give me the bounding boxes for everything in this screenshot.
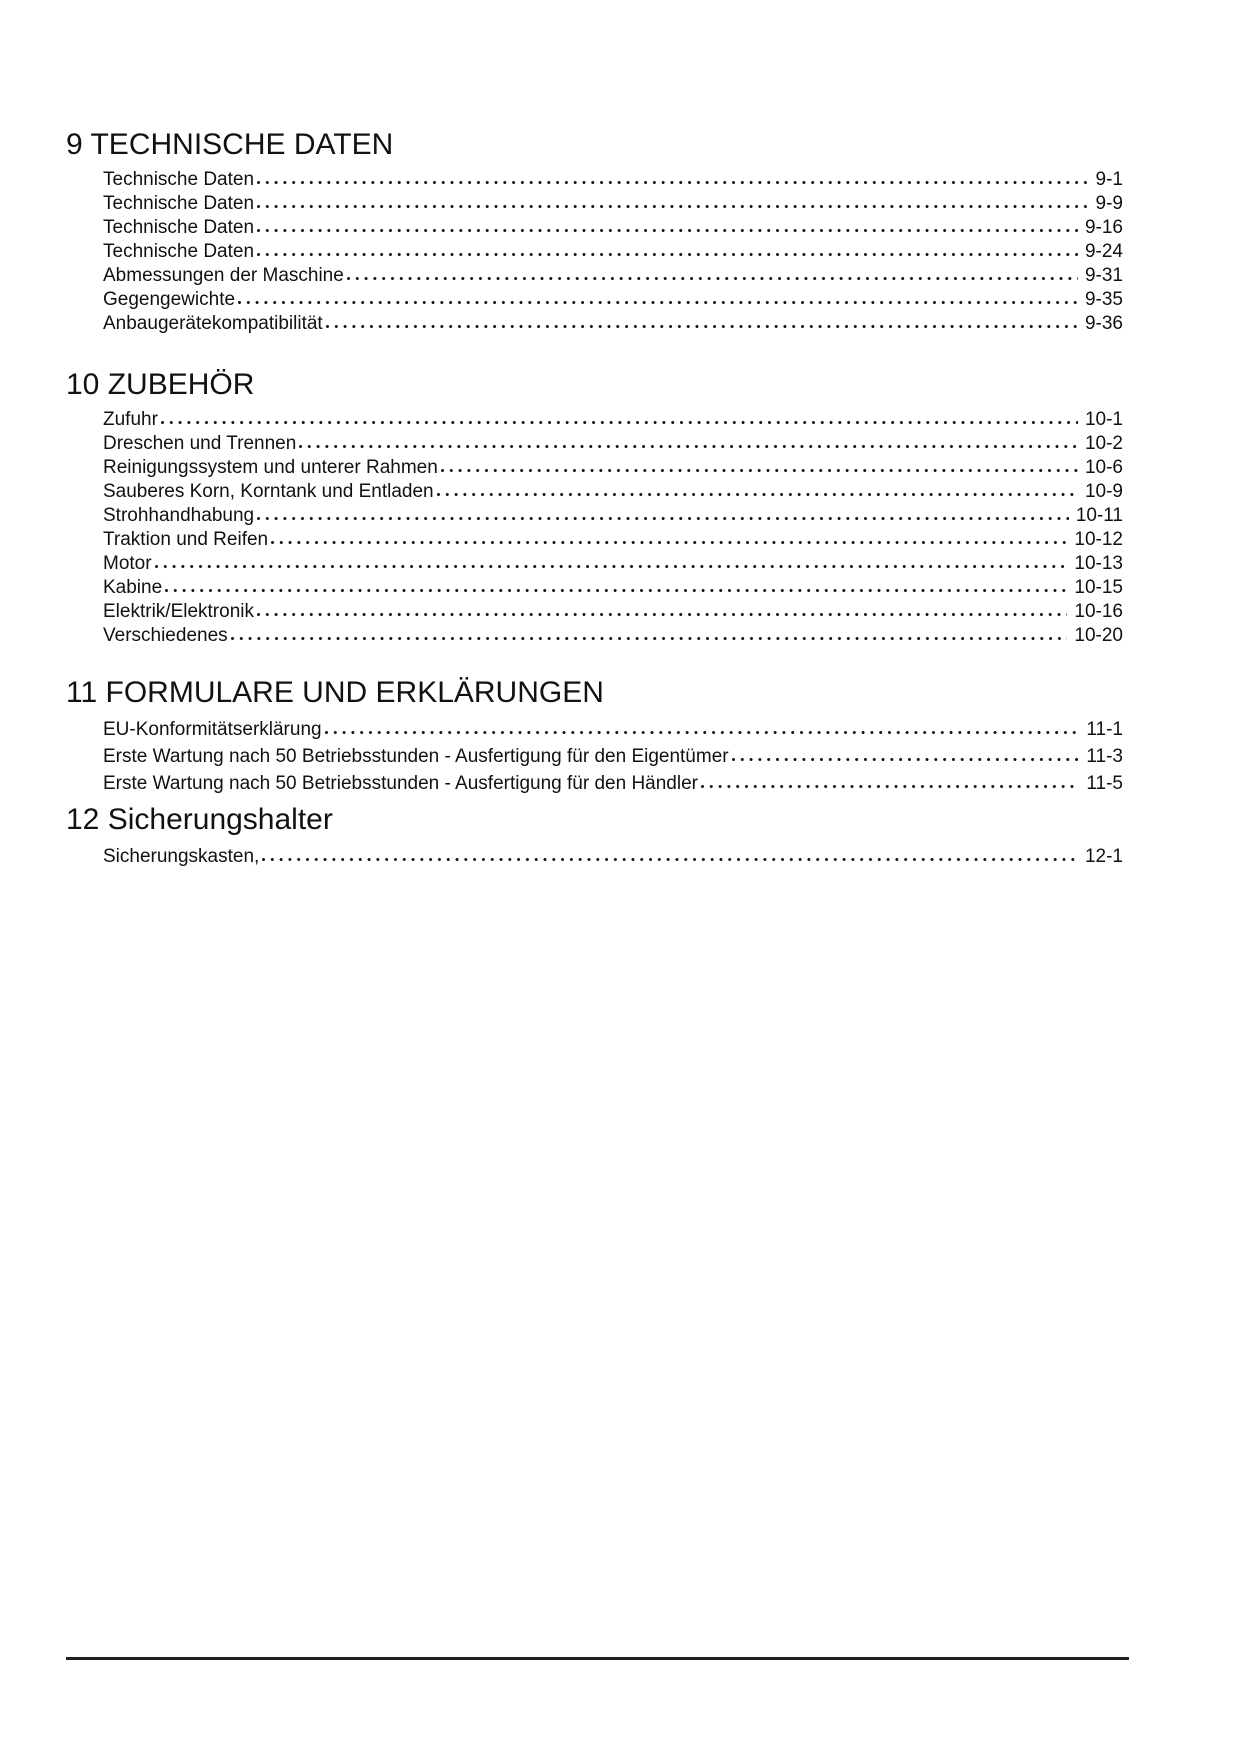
- section-entries: [103, 168, 1123, 336]
- toc-section-12: [0, 803, 1241, 870]
- entry-label: Strohhandhabung: [103, 505, 255, 526]
- toc-entry: [103, 600, 1123, 624]
- dot-leader: [257, 204, 1088, 209]
- dot-leader: [299, 444, 1078, 449]
- entry-label: Technische Daten: [103, 169, 255, 190]
- section-entries: [103, 716, 1123, 797]
- entry-label: Reinigungssystem und unterer Rahmen: [103, 457, 438, 478]
- toc-entry: [103, 528, 1123, 552]
- entry-page-number: 11-1: [1086, 719, 1123, 740]
- toc-entry: [103, 624, 1123, 648]
- toc-entry: [103, 312, 1123, 336]
- entry-label: Technische Daten: [103, 241, 255, 262]
- section-heading: [66, 676, 1241, 710]
- dot-leader: [257, 180, 1088, 185]
- section-number: 9: [66, 128, 83, 161]
- dot-leader: [701, 784, 1079, 789]
- section-heading: [66, 803, 1241, 837]
- entry-page-number: 9-1: [1095, 169, 1123, 190]
- entry-page-number: 9-16: [1084, 217, 1123, 238]
- entry-label: Traktion und Reifen: [103, 529, 269, 550]
- entry-page-number: 10-9: [1084, 481, 1123, 502]
- toc-entry: [103, 716, 1123, 743]
- entry-label: Dreschen und Trennen: [103, 433, 297, 454]
- entry-label: Gegengewichte: [103, 289, 236, 310]
- entry-page-number: 10-15: [1074, 577, 1123, 598]
- toc-entry: [103, 264, 1123, 288]
- section-title: FORMULARE UND ERKLÄRUNGEN: [105, 676, 604, 709]
- toc-entry: [103, 770, 1123, 797]
- dot-leader: [437, 492, 1078, 497]
- toc-entry: [103, 552, 1123, 576]
- dot-leader: [155, 564, 1068, 569]
- section-title: ZUBEHÖR: [107, 368, 255, 401]
- entry-label: Verschiedenes: [103, 625, 228, 646]
- footer-rule: [66, 1657, 1129, 1660]
- toc: [0, 0, 1241, 870]
- dot-leader: [732, 757, 1080, 762]
- section-title: Sicherungshalter: [107, 803, 333, 836]
- section-entries: [103, 843, 1123, 870]
- dot-leader: [262, 857, 1078, 862]
- dot-leader: [257, 516, 1069, 521]
- entry-label: EU-Konformitätserklärung: [103, 719, 322, 740]
- section-entries: [103, 408, 1123, 648]
- dot-leader: [325, 730, 1080, 735]
- toc-entry: [103, 288, 1123, 312]
- dot-leader: [231, 636, 1068, 641]
- dot-leader: [271, 540, 1067, 545]
- dot-leader: [257, 228, 1078, 233]
- entry-page-number: 9-36: [1084, 313, 1123, 334]
- dot-leader: [326, 324, 1078, 329]
- section-title: TECHNISCHE DATEN: [90, 128, 394, 161]
- entry-label: Erste Wartung nach 50 Betriebsstunden - Ausfertigung für den Eigentümer: [103, 746, 729, 767]
- entry-page-number: 9-31: [1084, 265, 1123, 286]
- dot-leader: [238, 300, 1078, 305]
- section-number: 11: [66, 676, 98, 709]
- entry-label: Sauberes Korn, Korntank und Entladen: [103, 481, 434, 502]
- entry-page-number: 12-1: [1084, 846, 1123, 867]
- entry-page-number: 11-3: [1086, 746, 1123, 767]
- entry-page-number: 10-16: [1074, 601, 1123, 622]
- dot-leader: [441, 468, 1078, 473]
- toc-entry: [103, 240, 1123, 264]
- entry-page-number: 10-12: [1074, 529, 1123, 550]
- entry-page-number: 10-1: [1084, 409, 1123, 430]
- toc-entry: [103, 408, 1123, 432]
- entry-page-number: 10-6: [1084, 457, 1123, 478]
- entry-label: Kabine: [103, 577, 163, 598]
- entry-page-number: 10-2: [1084, 433, 1123, 454]
- section-number: 10: [66, 368, 100, 401]
- toc-entry: [103, 168, 1123, 192]
- toc-section-10: [0, 368, 1241, 648]
- entry-page-number: 10-13: [1074, 553, 1123, 574]
- entry-page-number: 10-20: [1074, 625, 1123, 646]
- entry-page-number: 9-35: [1084, 289, 1123, 310]
- section-number: 12: [66, 803, 100, 836]
- toc-entry: [103, 432, 1123, 456]
- entry-label: Sicherungskasten,: [103, 846, 260, 867]
- entry-label: Technische Daten: [103, 217, 255, 238]
- toc-entry: [103, 216, 1123, 240]
- entry-page-number: 9-9: [1095, 193, 1123, 214]
- dot-leader: [257, 612, 1067, 617]
- dot-leader: [161, 420, 1078, 425]
- entry-page-number: 11-5: [1086, 773, 1123, 794]
- toc-entry: [103, 480, 1123, 504]
- entry-label: Erste Wartung nach 50 Betriebsstunden - Ausfertigung für den Händler: [103, 773, 698, 794]
- entry-label: Zufuhr: [103, 409, 158, 430]
- dot-leader: [257, 252, 1078, 257]
- toc-entry: [103, 843, 1123, 870]
- toc-section-9: [0, 128, 1241, 336]
- dot-leader: [165, 588, 1067, 593]
- toc-entry: [103, 576, 1123, 600]
- toc-entry: [103, 504, 1123, 528]
- toc-section-11: [0, 676, 1241, 797]
- dot-leader: [347, 276, 1078, 281]
- entry-page-number: 10-11: [1075, 505, 1123, 526]
- entry-page-number: 9-24: [1084, 241, 1123, 262]
- toc-entry: [103, 192, 1123, 216]
- section-heading: [66, 128, 1241, 162]
- entry-label: Anbaugerätekompatibilität: [103, 313, 323, 334]
- entry-label: Technische Daten: [103, 193, 255, 214]
- toc-entry: [103, 743, 1123, 770]
- toc-entry: [103, 456, 1123, 480]
- section-heading: [66, 368, 1241, 402]
- entry-label: Elektrik/Elektronik: [103, 601, 254, 622]
- entry-label: Abmessungen der Maschine: [103, 265, 344, 286]
- entry-label: Motor: [103, 553, 152, 574]
